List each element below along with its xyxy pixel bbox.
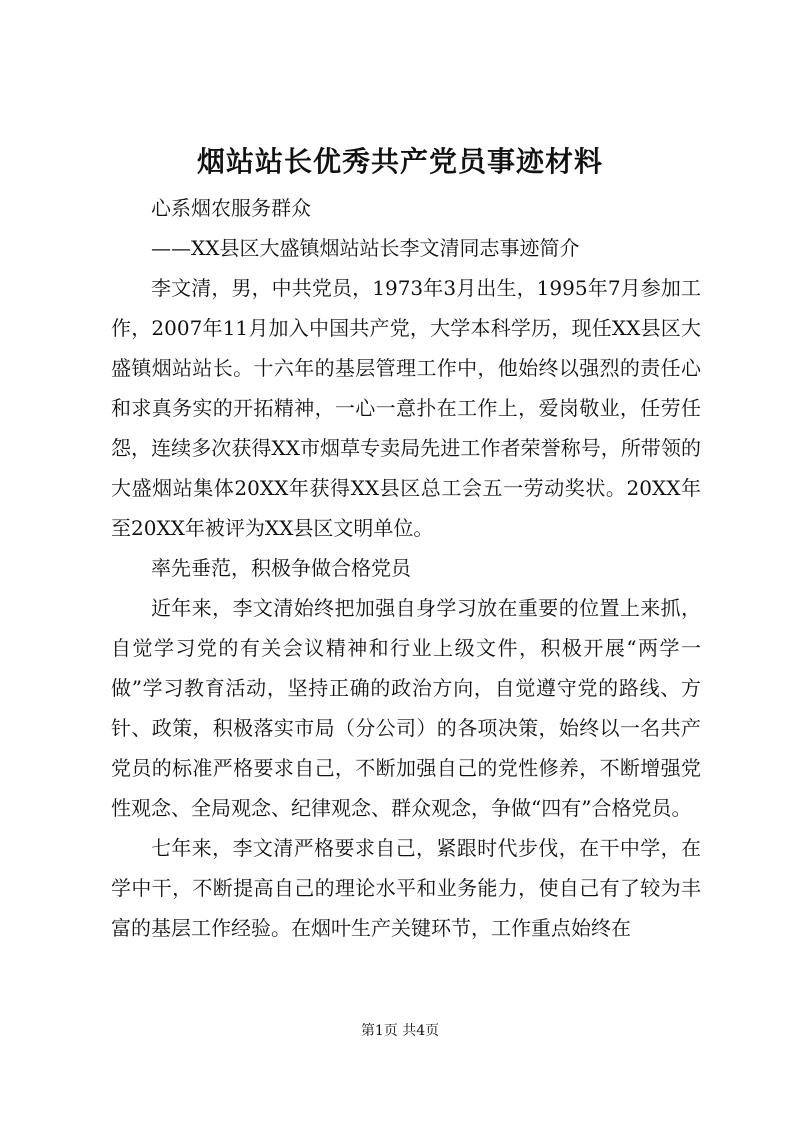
paragraph-intro: 李文清，男，中共党员，1973年3月出生，1995年7月参加工作，2007年11月加入中国共产党，大学本科学历，现任XX县区大盛镇烟站站长。十六年的基层管理工作中，他始终以强烈的责任心和求真务实的开拓精神，一心一意扑在工作上，爱岗敬业，任劳任怨，连续多次获得XX市烟草专卖局先进工作者荣誉称号，所带领的大盛烟站集体20XX年获得XX县区总工会五一劳动奖状。20XX年至20XX年被评为XX县区文明单位。: [111, 276, 701, 540]
document-title: 烟站站长优秀共产党员事迹材料: [196, 145, 603, 178]
section-heading: 率先垂范，积极争做合格党员: [151, 556, 411, 580]
paragraph-experience: 七年来，李文清严格要求自己，紧跟时代步伐，在干中学，在学中干，不断提高自己的理论水平和业务能力，使自己有了较为丰富的基层工作经验。在烟叶生产关键环节，工作重点始终在: [111, 836, 701, 940]
paragraph-study: 近年来，李文清始终把加强自身学习放在重要的位置上来抓，自觉学习党的有关会议精神和行业上级文件，积极开展“两学一做”学习教育活动，坚持正确的政治方向，自觉遵守党的路线、方针、政策，积极落实市局（分公司）的各项决策，始终以一名共产党员的标准严格要求自己，不断加强自己的党性修养，不断增强党性观念、全局观念、纪律观念、群众观念，争做“四有”合格党员。: [111, 596, 701, 820]
page-footer: 第1页 共4页: [360, 1023, 440, 1039]
subtitle-heading: 心系烟农服务群众: [151, 196, 311, 220]
subtitle-byline: ——XX县区大盛镇烟站站长李文清同志事迹简介: [151, 236, 580, 260]
document-body: [111, 188, 701, 948]
